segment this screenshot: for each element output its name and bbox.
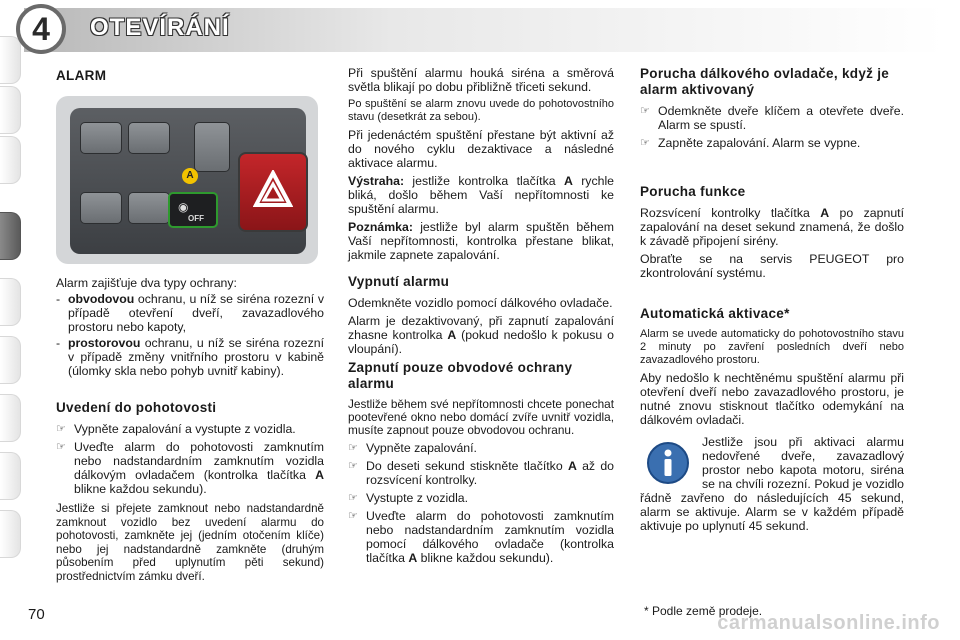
hand-pointer-icon: ☞	[56, 423, 66, 435]
chapter-tab[interactable]	[0, 510, 21, 558]
list-item	[640, 136, 904, 150]
warning-label: Výstraha:	[348, 174, 405, 188]
bullet-text: blikne každou sekundu).	[417, 551, 554, 565]
section-heading-arming: Uvedení do pohotovosti	[56, 400, 217, 415]
types-intro: Alarm zajišťuje dva typy ochrany:	[56, 276, 237, 290]
page-number: 70	[28, 606, 45, 623]
paragraph: Aby nedošlo k nechtěnému spuštění alarmu při otevření dveří nebo zavazadlového prostoru, je nutné znovu stisknout tlačítko odemykání na dálkovém ovladači.	[640, 371, 904, 427]
alarm-off-label: OFF	[188, 214, 204, 223]
alarm-button-photo	[56, 96, 318, 264]
bullet-text: Vystupte z vozidla.	[366, 491, 469, 505]
bullet-text: Odemkněte dveře klíčem a otevřete dveře. Alarm se spustí.	[658, 104, 904, 132]
button-ref: A	[447, 328, 457, 342]
dash-marker: -	[56, 292, 61, 306]
section-heading-alarm: ALARM	[56, 68, 107, 83]
paragraph: Alarm se uvede automaticky do pohotovostního stavu 2 minuty po zavření posledních dveří nebo zavazadlového prostoru.	[640, 328, 904, 366]
paragraph	[640, 206, 904, 248]
closing-paragraph: Jestliže si přejete zamknout nebo nadstandardně zamknout vozidlo bez uvedení alarmu do pohotovosti, zamkněte jej (jedním otočením klíče) nebo jej nadstandardně zamkněte (druhým působením před uplynutím pěti sekund) prostřednictvím zámku dveří.	[56, 502, 324, 583]
alarm-button	[168, 192, 218, 228]
chapter-tab[interactable]	[0, 394, 21, 442]
paragraph	[348, 314, 614, 356]
info-box	[640, 435, 904, 533]
chapter-number: 4	[16, 4, 66, 54]
bullet-text: Uveďte alarm do pohotovosti zamknutím nebo nadstandardním zamknutím vozidla dálkovým ovladačem (kontrolka tlačítka	[74, 440, 324, 482]
column-middle	[348, 62, 614, 569]
note-text: jestliže byl alarm spuštěn během Vaší nepřítomnosti, kontrolka přestane blikat, jakmile zapnete zapalování.	[348, 220, 614, 262]
bullet-text: Uveďte alarm do pohotovosti zamknutím nebo nadstandardním zamknutím vozidla pomocí dálkového ovladače (kontrolka tlačítka	[366, 509, 614, 565]
list-item	[348, 509, 614, 565]
hand-pointer-icon: ☞	[640, 105, 650, 117]
hazard-button	[238, 152, 308, 232]
hazard-triangle-icon	[253, 170, 293, 210]
note-label: Poznámka:	[348, 220, 413, 234]
button-ref: A	[820, 206, 830, 220]
chapter-title: OTEVÍRÁNÍ	[90, 14, 230, 41]
bullet-text: až do rozsvícení kontrolky.	[366, 459, 614, 487]
page-header	[0, 0, 960, 62]
bullet-text: Vypněte zapalování a vystupte z vozidla.	[74, 422, 296, 436]
alarm-icon: ◉	[178, 200, 189, 214]
hand-pointer-icon: ☞	[56, 441, 66, 453]
chapter-tab-active[interactable]	[0, 212, 21, 260]
list-item	[56, 440, 324, 496]
warning-text: jestliže kontrolka tlačítka	[404, 174, 564, 188]
type-text: ochranu, u níž se siréna rozezní v případě otevření dveří, zavazadlového prostoru nebo kapoty,	[68, 292, 324, 334]
list-item	[56, 336, 324, 378]
paragraph-text: Alarm je dezaktivovaný, při zapnutí zapalování zhasne kontrolka	[348, 314, 614, 342]
list-item	[348, 491, 614, 505]
paragraph-text: Rozsvícení kontrolky tlačítka	[640, 206, 821, 220]
chapter-tab[interactable]	[0, 136, 21, 184]
paragraph: Po spuštění se alarm znovu uvede do pohotovostního stavu (desetkrát za sebou).	[348, 98, 614, 123]
info-icon	[646, 441, 690, 485]
bullet-text: Zapněte zapalování. Alarm se vypne.	[658, 136, 861, 150]
section-heading-disarm: Vypnutí alarmu	[348, 274, 450, 289]
button-ref: A	[408, 551, 418, 565]
dash-marker: -	[56, 336, 61, 350]
paragraph: Odemkněte vozidlo pomocí dálkového ovladače.	[348, 296, 613, 310]
hand-pointer-icon: ☞	[348, 460, 358, 472]
footnote: * Podle země prodeje.	[644, 604, 763, 618]
bullet-text: Do deseti sekund stiskněte tlačítko	[366, 459, 568, 473]
list-item	[348, 459, 614, 487]
button-ref: A	[563, 174, 573, 188]
chapter-tab[interactable]	[0, 86, 21, 134]
type-text: ochranu, u níž se siréna rozezní v případě změny vnitřního prostoru v kabině (úlomky skla nebo pohyb uvnitř kabiny).	[68, 336, 324, 378]
section-heading-malfunction: Porucha funkce	[640, 184, 746, 199]
paragraph-text: po zapnutí zapalování na deset sekund znamená, že došlo k závadě připojení sirény.	[640, 206, 904, 248]
section-heading-perimeter: Zapnutí pouze obvodové ochrany alarmu	[348, 360, 573, 391]
chapter-tab[interactable]	[0, 452, 21, 500]
warning-text: rychle bliká, došlo během Vaší nepřítomnosti ke spuštění alarmu.	[348, 174, 615, 216]
bullet-text: Vypněte zapalování.	[366, 441, 477, 455]
panel-button	[80, 192, 122, 224]
hand-pointer-icon: ☞	[348, 442, 358, 454]
hand-pointer-icon: ☞	[348, 492, 358, 504]
watermark: carmanualsonline.info	[717, 612, 940, 634]
warning-paragraph	[348, 174, 614, 216]
bullet-text: blikne každou sekundu).	[74, 482, 207, 496]
list-item	[348, 441, 614, 455]
button-ref: A	[315, 468, 324, 482]
dashboard-panel	[70, 108, 306, 254]
section-heading-auto-activation: Automatická aktivace*	[640, 306, 790, 321]
hand-pointer-icon: ☞	[640, 137, 650, 149]
note-paragraph	[348, 220, 614, 262]
chapter-tabs	[0, 0, 22, 640]
type-name: obvodovou	[68, 292, 135, 306]
paragraph: Při spuštění alarmu houká siréna a směrová světla blikají po dobu přibližně třiceti sekund.	[348, 66, 614, 94]
chapter-tab[interactable]	[0, 336, 21, 384]
type-name: prostorovou	[68, 336, 141, 350]
panel-button	[128, 192, 170, 224]
list-item	[56, 292, 324, 334]
info-text: Jestliže jsou při aktivaci alarmu nedovřené dveře, zavazadlový prostor nebo kapota motoru, siréna se na chvíli rozezní. Pokud je vozidlo řádně zavřeno do následujících 45 sekund, alarm se aktivuje. Alarm se v každém případě aktivuje po uplynutí 45 sekund.	[640, 435, 904, 533]
column-right	[640, 62, 904, 537]
chapter-tab[interactable]	[0, 278, 21, 326]
paragraph: Jestliže během své nepřítomnosti chcete ponechat pootevřené okno nebo domácí zvíře uvnitř vozidla, musíte zapnout pouze obvodovou ochranu.	[348, 397, 614, 437]
marker-a: A	[182, 168, 198, 184]
panel-button	[80, 122, 122, 154]
section-heading-remote-fault: Porucha dálkového ovladače, když je alarm aktivovaný	[640, 66, 890, 97]
hand-pointer-icon: ☞	[348, 510, 358, 522]
paragraph: Při jedenáctém spuštění přestane být aktivní až do nového cyklu dezaktivace a následné aktivace alarmu.	[348, 128, 614, 170]
list-item	[56, 422, 324, 436]
button-ref: A	[567, 459, 577, 473]
panel-button	[128, 122, 170, 154]
column-left	[56, 62, 324, 587]
paragraph: Obraťte se na servis PEUGEOT pro zkontrolování systému.	[640, 252, 904, 280]
fan-button	[194, 122, 230, 172]
paragraph-text: (pokud nedošlo k pokusu o vloupání).	[348, 328, 614, 356]
list-item	[640, 104, 904, 132]
